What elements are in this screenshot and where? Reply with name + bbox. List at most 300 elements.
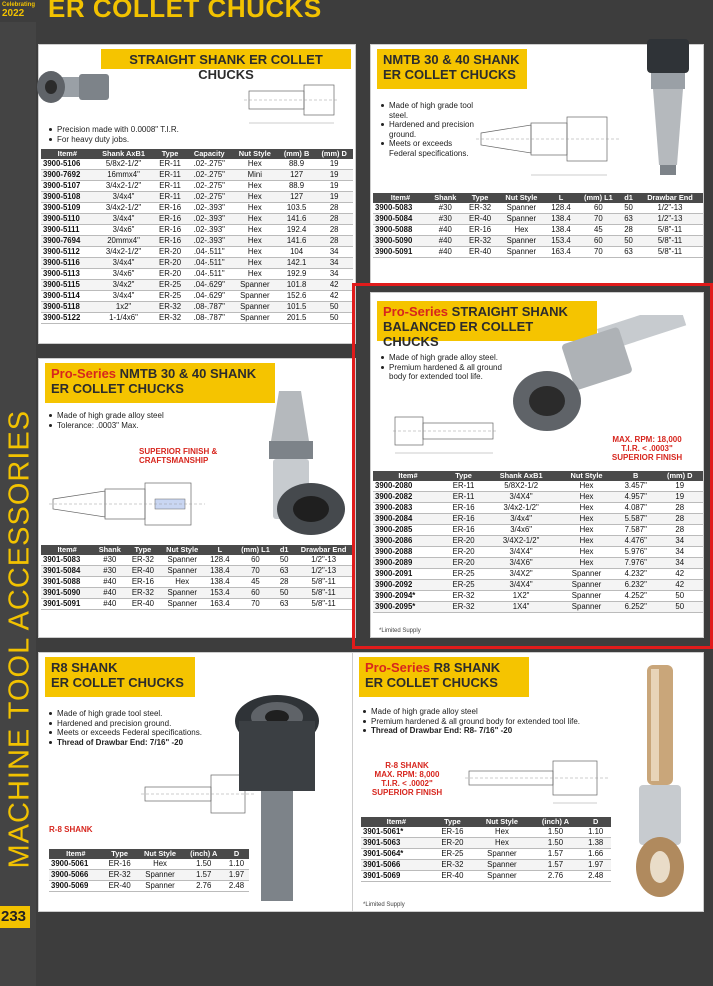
table-cell: 3900-5110	[41, 214, 94, 225]
table-cell: Spanner	[232, 313, 278, 324]
table-cell: 1.57	[183, 870, 224, 881]
panel-pro-nmtb-shank	[38, 358, 356, 638]
table-cell: .02-.393"	[187, 225, 232, 236]
table-row	[373, 214, 703, 225]
table-cell: #40	[428, 236, 463, 247]
table-cell: ER-32	[103, 870, 137, 881]
column-header: D	[580, 817, 611, 827]
table-cell: 19	[315, 181, 353, 192]
table-cell: 103.5	[278, 203, 316, 214]
table-cell: 3/4x6"	[484, 525, 558, 536]
table-cell: Spanner	[159, 599, 205, 610]
table-cell: ER-32	[126, 588, 159, 599]
table-cell: 3900-5088	[373, 225, 428, 236]
highlight-line: T.I.R. < .0003"	[621, 444, 673, 453]
table-cell: #30	[428, 214, 463, 225]
table-cell: 2.48	[580, 871, 611, 882]
table-cell: .08-.787"	[187, 313, 232, 324]
title-line: ER COLLET CHUCKS	[51, 675, 184, 690]
table-cell: Hex	[232, 192, 278, 203]
feature-list	[381, 101, 481, 158]
table-cell: 42	[315, 291, 353, 302]
table-cell: 104	[278, 247, 316, 258]
table-cell: 3/4x2-1/2"	[94, 247, 154, 258]
table-cell: ER-16	[103, 859, 137, 870]
table-cell: 3900-2089	[373, 558, 443, 569]
table-cell: 1X4"	[484, 602, 558, 613]
table-cell: .04-.511"	[187, 269, 232, 280]
table-cell: 28	[315, 203, 353, 214]
highlight-frame	[352, 283, 713, 649]
table-cell: 28	[620, 225, 637, 236]
badge-year: 2022	[2, 8, 25, 19]
panel-title	[45, 657, 195, 697]
table-row	[41, 247, 353, 258]
table-cell: 1.57	[531, 860, 581, 871]
table-cell: ER-20	[153, 258, 186, 269]
table-cell: 1.10	[224, 859, 249, 870]
feature-item: Premium hardened & all ground body for extended tool life.	[381, 363, 511, 382]
table-cell: 3900-2088	[373, 547, 443, 558]
table-cell: ER-20	[153, 269, 186, 280]
table-cell: #30	[93, 555, 126, 566]
table-cell: 3900-5112	[41, 247, 94, 258]
table-cell: 5/8"-11	[637, 247, 703, 258]
footnote: *Limited Supply	[379, 628, 421, 634]
table-cell: Spanner	[137, 870, 184, 881]
title-line: ER COLLET CHUCKS	[365, 675, 498, 690]
table-cell: 88.9	[278, 181, 316, 192]
table-cell: 3/4x6"	[94, 225, 154, 236]
table-cell: Spanner	[232, 302, 278, 313]
table-cell: ER-16	[463, 225, 498, 236]
table-cell: ER-16	[153, 203, 186, 214]
drawbar-thread: Thread of Drawbar End: 7/16" -20	[57, 737, 184, 747]
table-cell: 7.976"	[615, 558, 656, 569]
column-header: (inch) A	[183, 849, 224, 859]
feature-list	[49, 709, 219, 747]
table-cell: 201.5	[278, 313, 316, 324]
column-header: (inch) A	[531, 817, 581, 827]
column-header: Item#	[41, 545, 93, 555]
table-cell: 128.4	[545, 203, 576, 214]
table-cell: ER-20	[443, 558, 484, 569]
table-cell: 3/4x2-1/2"	[94, 181, 154, 192]
title-line: ER COLLET CHUCKS	[51, 381, 184, 396]
table-cell: 5/8"-11	[292, 588, 355, 599]
table-cell: ER-25	[153, 291, 186, 302]
table-cell: 70	[577, 247, 621, 258]
table-cell: ER-11	[443, 492, 484, 503]
table-cell: Hex	[558, 547, 615, 558]
title-line: BALANCED ER COLLET CHUCKS	[383, 319, 534, 349]
feature-item: Made of high grade alloy steel.	[381, 353, 511, 363]
table-cell: 60	[577, 236, 621, 247]
table-cell: Spanner	[558, 602, 615, 613]
column-header: Nut Style	[558, 471, 615, 481]
table-cell: 3901-5091	[41, 599, 93, 610]
table-cell: 3900-2083	[373, 503, 443, 514]
table-cell: 3.457"	[615, 481, 656, 492]
column-header: Item#	[361, 817, 432, 827]
table-cell: 50	[656, 602, 703, 613]
table-cell: Hex	[558, 514, 615, 525]
table-cell: 60	[577, 203, 621, 214]
r8-shank-label: R-8 SHANK	[49, 825, 93, 834]
table-cell: 1.57	[531, 849, 581, 860]
table-row	[361, 827, 611, 838]
column-header: d1	[620, 193, 637, 203]
feature-item: Meets or exceeds Federal specifications.	[381, 139, 481, 158]
table-row	[41, 258, 353, 269]
column-header: (mm) L1	[577, 193, 621, 203]
highlight-line: SUPERIOR FINISH	[371, 788, 443, 797]
table-cell: ER-16	[432, 827, 474, 838]
column-header: (mm) L1	[235, 545, 276, 555]
table-cell: 3900-2086	[373, 536, 443, 547]
table-row	[49, 859, 249, 870]
table-cell: Hex	[473, 838, 530, 849]
table-cell: 5/8"-11	[292, 577, 355, 588]
table-cell: 3900-5109	[41, 203, 94, 214]
table-cell: .04-.629"	[187, 280, 232, 291]
highlight-line: MAX. RPM: 18,000	[612, 435, 682, 444]
table-cell: 5/8"-11	[637, 236, 703, 247]
table-cell: 3/4X4"	[484, 580, 558, 591]
table-row	[41, 269, 353, 280]
table-cell: 3900-2092	[373, 580, 443, 591]
table-cell: 3901-5088	[41, 577, 93, 588]
column-header: L	[205, 545, 235, 555]
table-row	[41, 159, 353, 170]
table-row	[41, 192, 353, 203]
table-cell: 1X2"	[484, 591, 558, 602]
table-cell: ER-20	[443, 547, 484, 558]
table-row	[361, 838, 611, 849]
table-cell: Spanner	[497, 236, 545, 247]
table-cell: 1-1/4x6"	[94, 313, 154, 324]
table-cell: Spanner	[558, 580, 615, 591]
table-cell: 50	[315, 313, 353, 324]
table-cell: 2.76	[183, 881, 224, 892]
feature-item: Meets or exceeds Federal specifications.	[49, 728, 219, 738]
table-cell: 42	[315, 280, 353, 291]
feature-item: Tolerance: .0003" Max.	[49, 421, 229, 431]
table-cell: 141.6	[278, 214, 316, 225]
table-cell: 3900-5083	[373, 203, 428, 214]
feature-list	[49, 125, 249, 144]
column-header: (mm) D	[656, 471, 703, 481]
table-cell: Hex	[159, 577, 205, 588]
table-row	[41, 555, 355, 566]
table-cell: 3/4X4"	[484, 547, 558, 558]
table-row	[41, 566, 355, 577]
title-line: ER COLLET CHUCKS	[383, 67, 516, 82]
footnote: *Limited Supply	[363, 902, 405, 908]
highlight-line: SUPERIOR FINISH	[611, 453, 683, 462]
table-cell: 50	[276, 588, 292, 599]
spec-table	[373, 193, 703, 258]
table-cell: 3901-5084	[41, 566, 93, 577]
table-cell: 1.66	[580, 849, 611, 860]
column-header: (mm) D	[315, 149, 353, 159]
table-cell: 20mmx4"	[94, 236, 154, 247]
table-cell: 45	[577, 225, 621, 236]
table-cell: Hex	[558, 536, 615, 547]
table-cell: 3900-7692	[41, 170, 94, 181]
table-cell: ER-32	[443, 602, 484, 613]
table-cell: 50	[620, 236, 637, 247]
table-cell: Spanner	[497, 247, 545, 258]
table-cell: Hex	[232, 181, 278, 192]
pro-nmtb-chuck-image	[239, 381, 349, 551]
highlight-line: R-8 SHANK	[385, 761, 429, 770]
spec-table	[41, 149, 353, 324]
table-cell: 138.4	[545, 214, 576, 225]
table-cell: 5/8X2-1/2	[484, 481, 558, 492]
page-number: 233	[0, 906, 30, 928]
table-cell: 3901-5069	[361, 871, 432, 882]
table-cell: 3901-5063	[361, 838, 432, 849]
table-cell: 142.1	[278, 258, 316, 269]
table-cell: 63	[276, 599, 292, 610]
column-header: Type	[432, 817, 474, 827]
panel-straight-shank	[38, 44, 356, 344]
table-cell: 3901-5061*	[361, 827, 432, 838]
table-cell: 3/4x2"	[94, 280, 154, 291]
table-cell: ER-16	[153, 214, 186, 225]
spec-table	[41, 545, 355, 610]
table-cell: Hex	[232, 225, 278, 236]
table-cell: 3900-2080	[373, 481, 443, 492]
table-cell: 3900-5061	[49, 859, 103, 870]
table-cell: ER-16	[153, 236, 186, 247]
table-cell: ER-40	[126, 566, 159, 577]
column-header: Type	[463, 193, 498, 203]
table-cell: 34	[315, 247, 353, 258]
table-cell: .02-.275"	[187, 170, 232, 181]
title-line: NMTB 30 & 40 SHANK	[383, 52, 520, 67]
table-cell: 7.587"	[615, 525, 656, 536]
table-cell: 28	[315, 236, 353, 247]
table-cell: Spanner	[473, 849, 530, 860]
column-header: B	[615, 471, 656, 481]
table-row	[41, 170, 353, 181]
table-cell: Hex	[558, 503, 615, 514]
table-cell: ER-32	[153, 302, 186, 313]
highlight-line: SUPERIOR FINISH &	[139, 447, 218, 456]
table-cell: 3/4x2-1/2"	[484, 503, 558, 514]
column-header: Nut Style	[232, 149, 278, 159]
table-cell: #40	[93, 577, 126, 588]
table-row	[49, 870, 249, 881]
table-cell: 19	[315, 159, 353, 170]
feature-item: Made of high grade tool steel.	[381, 101, 481, 120]
table-cell: Spanner	[497, 214, 545, 225]
table-cell: ER-25	[432, 849, 474, 860]
panel-r8-shank	[38, 652, 356, 912]
table-cell: ER-32	[153, 313, 186, 324]
table-cell: .02-.393"	[187, 236, 232, 247]
table-row	[373, 225, 703, 236]
table-cell: Hex	[232, 159, 278, 170]
table-cell: 4.957"	[615, 492, 656, 503]
column-header: Type	[443, 471, 484, 481]
table-cell: ER-11	[153, 192, 186, 203]
table-cell: ER-11	[153, 159, 186, 170]
table-cell: 5/8"-11	[292, 599, 355, 610]
table-cell: 3/4x4"	[484, 514, 558, 525]
table-cell: .02-.275"	[187, 159, 232, 170]
column-header: D	[224, 849, 249, 859]
column-header: Shank AxB1	[94, 149, 154, 159]
table-cell: Spanner	[558, 591, 615, 602]
table-cell: #30	[93, 566, 126, 577]
table-row	[41, 203, 353, 214]
feature-item: Premium hardened & all ground body for extended tool life.	[363, 717, 633, 727]
table-cell: 34	[656, 547, 703, 558]
highlight-line: CRAFTSMANSHIP	[139, 456, 209, 465]
table-cell: 1/2"-13	[637, 214, 703, 225]
table-cell: 1.97	[580, 860, 611, 871]
table-cell: ER-16	[153, 225, 186, 236]
column-header: Nut Style	[137, 849, 184, 859]
feature-item: Made of high grade alloy steel	[49, 411, 229, 421]
table-cell: ER-40	[463, 247, 498, 258]
table-cell: Hex	[497, 225, 545, 236]
table-row	[41, 225, 353, 236]
table-cell: 192.9	[278, 269, 316, 280]
table-cell: 127	[278, 192, 316, 203]
table-cell: 5.587"	[615, 514, 656, 525]
feature-item: Hardened and precision ground.	[381, 120, 481, 139]
table-row	[41, 236, 353, 247]
table-cell: 3900-5118	[41, 302, 94, 313]
table-cell: ER-32	[432, 860, 474, 871]
table-cell: Spanner	[558, 569, 615, 580]
table-cell: 3900-2091	[373, 569, 443, 580]
table-cell: .04-.629"	[187, 291, 232, 302]
table-cell: 3901-5083	[41, 555, 93, 566]
column-header: Nut Style	[159, 545, 205, 555]
table-cell: 28	[315, 214, 353, 225]
table-cell: 3900-2085	[373, 525, 443, 536]
table-cell: 4.087"	[615, 503, 656, 514]
table-cell: 88.9	[278, 159, 316, 170]
feature-list	[363, 707, 633, 736]
column-header: Shank	[93, 545, 126, 555]
table-cell: ER-11	[153, 181, 186, 192]
table-cell: ER-40	[432, 871, 474, 882]
pro-nmtb-drawing	[45, 471, 215, 541]
straight-shank-chuck-image	[29, 57, 119, 123]
title-text: NMTB 30 & 40 SHANK	[119, 366, 257, 381]
table-cell: 34	[315, 258, 353, 269]
table-cell: 60	[235, 555, 276, 566]
table-cell: ER-11	[443, 481, 484, 492]
table-row	[41, 577, 355, 588]
table-cell: #40	[93, 599, 126, 610]
page-title: ER COLLET CHUCKS	[48, 0, 322, 23]
table-cell: 3/4X2"	[484, 569, 558, 580]
table-cell: 3900-2082	[373, 492, 443, 503]
table-cell: ER-40	[103, 881, 137, 892]
table-cell: Hex	[473, 827, 530, 838]
table-cell: 4.232"	[615, 569, 656, 580]
feature-list	[49, 411, 229, 430]
table-cell: .02-.393"	[187, 214, 232, 225]
table-cell: 70	[235, 566, 276, 577]
table-cell: Spanner	[232, 280, 278, 291]
table-cell: ER-16	[443, 525, 484, 536]
feature-item: Precision made with 0.0008" T.I.R.	[49, 125, 249, 135]
spec-table	[361, 817, 611, 882]
title-text: R8 SHANK	[433, 660, 501, 675]
table-row	[361, 849, 611, 860]
table-cell: ER-32	[126, 555, 159, 566]
table-cell: 3900-5069	[49, 881, 103, 892]
pro-series-label: Pro-Series	[383, 304, 449, 319]
table-cell: ER-20	[432, 838, 474, 849]
table-cell: 63	[276, 566, 292, 577]
table-cell: 3/4x4"	[94, 258, 154, 269]
table-cell: 3/4X4"	[484, 492, 558, 503]
table-cell: Hex	[232, 203, 278, 214]
celebrating-badge	[2, 2, 42, 22]
panel-title	[377, 49, 527, 89]
table-cell: 34	[656, 558, 703, 569]
table-cell: 28	[656, 514, 703, 525]
column-header: Item#	[49, 849, 103, 859]
table-cell: 63	[620, 247, 637, 258]
table-cell: 6.232"	[615, 580, 656, 591]
table-cell: 1.97	[224, 870, 249, 881]
table-cell: 3900-5122	[41, 313, 94, 324]
table-cell: 2.48	[224, 881, 249, 892]
table-cell: 3901-5064*	[361, 849, 432, 860]
title-line	[365, 660, 523, 675]
column-header: L	[545, 193, 576, 203]
panel-title: STRAIGHT SHANK ER COLLET CHUCKS	[101, 49, 351, 69]
table-cell: 163.4	[545, 247, 576, 258]
table-cell: 70	[577, 214, 621, 225]
table-cell: 60	[235, 588, 276, 599]
column-header: Type	[153, 149, 186, 159]
column-header: Nut Style	[497, 193, 545, 203]
table-cell: 3900-5084	[373, 214, 428, 225]
column-header: Drawbar End	[292, 545, 355, 555]
table-cell: 1/2"-13	[637, 203, 703, 214]
table-cell: 50	[656, 591, 703, 602]
table-cell: Spanner	[137, 881, 184, 892]
table-row	[41, 181, 353, 192]
straight-shank-drawing	[239, 73, 349, 131]
table-cell: 3900-2094*	[373, 591, 443, 602]
table-cell: Spanner	[232, 291, 278, 302]
table-row	[41, 599, 355, 610]
column-header: Capacity	[187, 149, 232, 159]
table-cell: ER-20	[153, 247, 186, 258]
pro-series-label: Pro-Series	[51, 366, 117, 381]
table-cell: 19	[315, 170, 353, 181]
feature-item: Made of high grade tool steel.	[49, 709, 219, 719]
pro-series-label: Pro-Series	[365, 660, 431, 675]
table-cell: 153.4	[545, 236, 576, 247]
column-header: Shank AxB1	[484, 471, 558, 481]
table-cell: 153.4	[205, 588, 235, 599]
feature-item: Hardened and precision ground.	[49, 719, 219, 729]
table-cell: 3900-5113	[41, 269, 94, 280]
